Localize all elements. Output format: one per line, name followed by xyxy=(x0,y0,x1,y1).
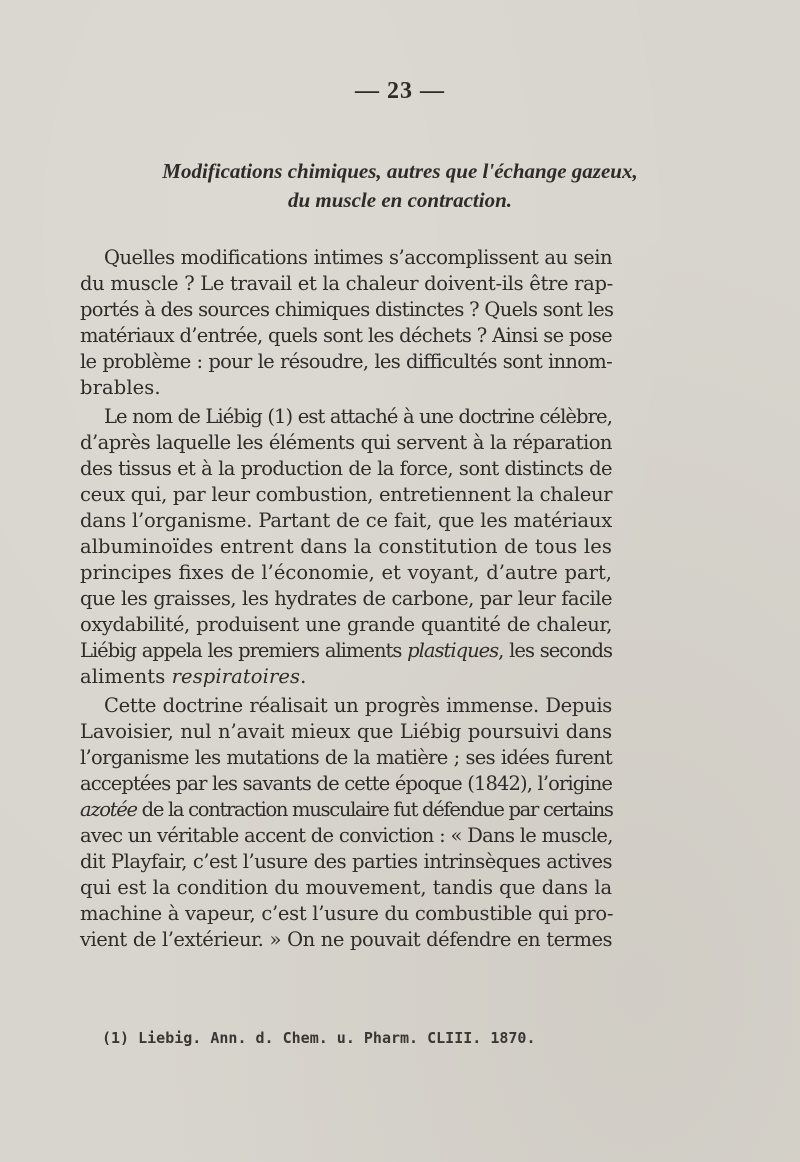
paragraph-2-line: Le nom de Liébig (1) est attaché à une doctrine célèbre, xyxy=(104,405,612,428)
section-title-line-2: du muscle en contraction. xyxy=(287,188,513,212)
paragraph-2-line xyxy=(80,638,612,664)
paragraph-3-line: avec un véritable accent de conviction : « Dans le muscle, xyxy=(80,824,613,847)
line-text: aliments xyxy=(80,665,172,688)
paragraph-2-line: oxydabilité, produisent une grande quantité de chaleur, xyxy=(80,613,612,636)
paragraph-3-line xyxy=(80,797,612,823)
page-number: — 23 — xyxy=(355,78,445,104)
paragraph-3-line: dit Playfair, c’est l’usure des parties intrinsèques actives xyxy=(80,850,612,873)
paragraph-3-line: qui est la condition du mouvement, tandis que dans la xyxy=(80,876,612,899)
paragraph-1-line: brables. xyxy=(80,376,161,399)
line-text: de la contraction musculaire fut défendue par certains xyxy=(136,798,613,821)
paragraph-2-line xyxy=(80,664,612,690)
line-text: Liébig appela les premiers aliments xyxy=(80,639,408,662)
paragraph-3-line: vient de l’extérieur. » On ne pouvait défendre en termes xyxy=(80,928,612,951)
paragraph-1-line: matériaux d’entrée, quels sont les déchets ? Ainsi se pose xyxy=(80,324,612,347)
line-text: , les seconds xyxy=(498,639,612,662)
paragraph-2-line: des tissus et à la production de la force, sont distincts de xyxy=(80,457,612,480)
paragraph-3-line: acceptées par les savants de cette époque (1842), l’origine xyxy=(80,772,612,795)
paragraph-1-line: le problème : pour le résoudre, les difficultés sont innom- xyxy=(80,350,612,373)
footnote: (1) Liebig. Ann. d. Chem. u. Pharm. CLIII. 1870. xyxy=(102,1029,536,1047)
paragraph-3-line: Cette doctrine réalisait un progrès immense. Depuis xyxy=(104,694,612,717)
italic-term-azotee: azotée xyxy=(80,798,137,821)
paragraph-3-line: machine à vapeur, c’est l’usure du combustible qui pro- xyxy=(80,902,614,925)
paragraph-3-line: l’organisme les mutations de la matière ; ses idées furent xyxy=(80,746,612,769)
paragraph-2-line: ceux qui, par leur combustion, entretiennent la chaleur xyxy=(80,483,613,506)
paragraph-1-line: Quelles modifications intimes s’accomplissent au sein xyxy=(104,246,612,269)
paragraph-3-line: Lavoisier, nul n’avait mieux que Liébig poursuivi dans xyxy=(80,720,612,743)
section-title-line-1: Modifications chimiques, autres que l'échange gazeux, xyxy=(162,159,638,183)
paragraph-2-line: dans l’organisme. Partant de ce fait, que les matériaux xyxy=(80,509,612,532)
italic-term-plastiques: plastiques xyxy=(407,639,499,662)
paragraph-1-line: du muscle ? Le travail et la chaleur doivent-ils être rap- xyxy=(80,272,613,295)
paragraph-2-line: d’après laquelle les éléments qui servent à la réparation xyxy=(80,431,612,454)
paragraph-2-line: principes fixes de l’économie, et voyant, d’autre part, xyxy=(80,561,612,584)
italic-term-respiratoires: respiratoires xyxy=(171,665,301,688)
paragraph-2-line: albuminoïdes entrent dans la constitution de tous les xyxy=(80,535,612,558)
paragraph-2-line: que les graisses, les hydrates de carbone, par leur facile xyxy=(80,587,612,610)
paragraph-1-line: portés à des sources chimiques distinctes ? Quels sont les xyxy=(80,298,614,321)
line-text: . xyxy=(300,665,307,688)
